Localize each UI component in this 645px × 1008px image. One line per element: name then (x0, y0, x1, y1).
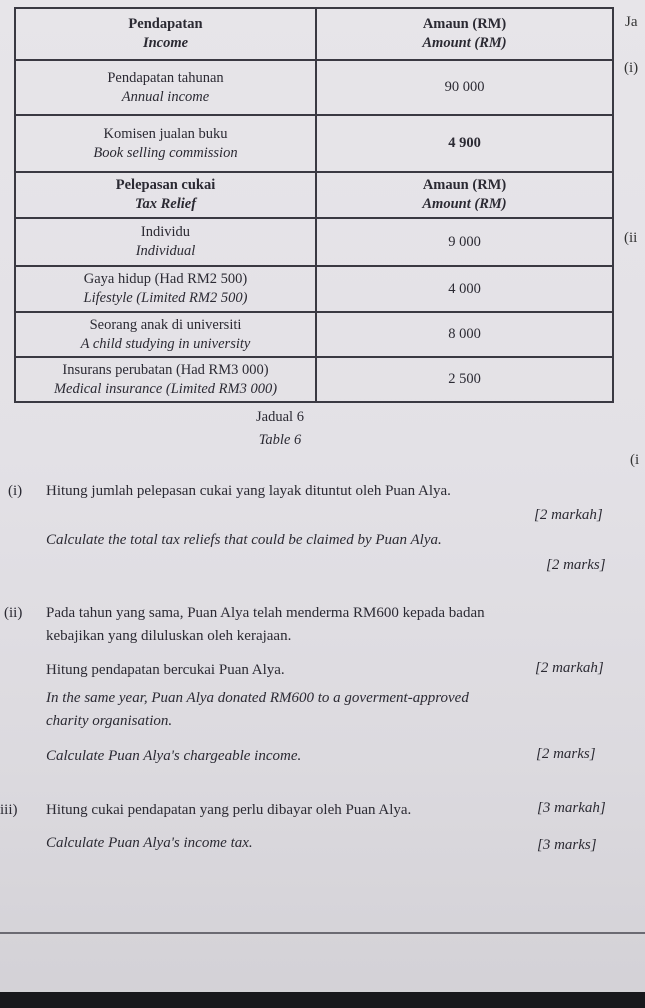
row-value: 2 500 (316, 357, 613, 402)
row-value: 4 000 (316, 266, 613, 312)
table-row (15, 312, 613, 357)
question-3-en: Calculate Puan Alya's income tax. (46, 835, 253, 851)
question-1-ms-mark: [2 markah] (534, 507, 603, 523)
amount-header-cell (316, 8, 613, 60)
row-label-ms: Komisen jualan buku (103, 125, 228, 142)
row-label-en: Book selling commission (93, 144, 238, 161)
row-label-en: Individual (135, 243, 196, 259)
income-header-ms: Pendapatan (128, 16, 203, 32)
row-label-ms: Individu (140, 224, 191, 240)
relief-header-ms: Pelepasan cukai (115, 177, 216, 193)
margin-text-ii: (ii (624, 230, 638, 246)
table-row (15, 218, 613, 266)
row-label-en: Annual income (121, 88, 210, 105)
question-2-en-task: Calculate Puan Alya's chargeable income. (46, 748, 302, 764)
row-label-ms: Gaya hidup (Had RM2 500) (83, 271, 248, 287)
question-2-ms-line1: Pada tahun yang sama, Puan Alya telah menderma RM600 kepada badan (46, 605, 485, 621)
row-label (15, 312, 316, 357)
question-1-en: Calculate the total tax reliefs that could be claimed by Puan Alya. (46, 532, 442, 548)
row-value: 9 000 (316, 218, 613, 266)
table-row (15, 60, 613, 115)
amount-header-en: Amount (RM) (422, 35, 507, 51)
row-label-ms: Seorang anak di universiti (89, 316, 242, 333)
question-2-en-line1: In the same year, Puan Alya donated RM600 to a goverment-approved (46, 690, 469, 706)
row-label-ms: Insurans perubatan (Had RM3 000) (62, 361, 269, 378)
question-1-en-mark: [2 marks] (546, 557, 606, 573)
page-divider (0, 932, 645, 934)
row-label (15, 115, 316, 172)
question-3-en-mark: [3 marks] (537, 837, 597, 853)
table-row (15, 115, 613, 172)
relief-amount-header-en: Amount (RM) (422, 196, 507, 212)
income-header-en: Income (142, 35, 189, 51)
question-2-ms-task: Hitung pendapatan bercukai Puan Alya. (46, 662, 285, 678)
row-value: 4 900 (316, 115, 613, 172)
table-caption-en: Table 6 (258, 432, 302, 448)
question-3-ms-mark: [3 markah] (537, 800, 606, 816)
page-bottom-shadow (0, 992, 645, 1008)
relief-header-en: Tax Relief (134, 196, 197, 212)
row-label (15, 60, 316, 115)
row-label-en: Medical insurance (Limited RM3 000) (53, 380, 278, 397)
tax-table (14, 7, 614, 403)
row-value: 90 000 (316, 60, 613, 115)
question-2-ms-line2: kebajikan yang diluluskan oleh kerajaan. (46, 628, 292, 644)
table-caption-ms: Jadual 6 (256, 409, 304, 425)
income-header-cell (15, 8, 316, 60)
question-3-ms: Hitung cukai pendapatan yang perlu dibayar oleh Puan Alya. (46, 802, 412, 818)
margin-text-ja: Ja (625, 14, 638, 30)
row-value: 8 000 (316, 312, 613, 357)
relief-amount-header-cell (316, 172, 613, 218)
question-2-ms-mark: [2 markah] (535, 660, 604, 676)
row-label (15, 266, 316, 312)
row-label-ms: Pendapatan tahunan (107, 69, 224, 86)
income-header-row (15, 8, 613, 60)
margin-text-i: (i) (624, 60, 639, 76)
table-row (15, 357, 613, 402)
row-label-en: A child studying in university (80, 335, 251, 352)
row-label (15, 357, 316, 402)
relief-amount-header-ms: Amaun (RM) (422, 177, 507, 193)
margin-text-i2: (i (630, 452, 640, 468)
row-label-en: Lifestyle (Limited RM2 500) (83, 290, 248, 306)
relief-header-cell (15, 172, 316, 218)
question-number-2: (ii) (4, 605, 23, 621)
amount-header-ms: Amaun (RM) (422, 16, 507, 32)
question-2-en-mark: [2 marks] (536, 746, 596, 762)
question-2-en-line2: charity organisation. (46, 713, 173, 729)
table-row (15, 266, 613, 312)
question-1-ms: Hitung jumlah pelepasan cukai yang layak dituntut oleh Puan Alya. (46, 483, 451, 499)
relief-header-row (15, 172, 613, 218)
row-label (15, 218, 316, 266)
question-number-1: (i) (8, 483, 23, 499)
question-number-3: iii) (0, 802, 18, 818)
